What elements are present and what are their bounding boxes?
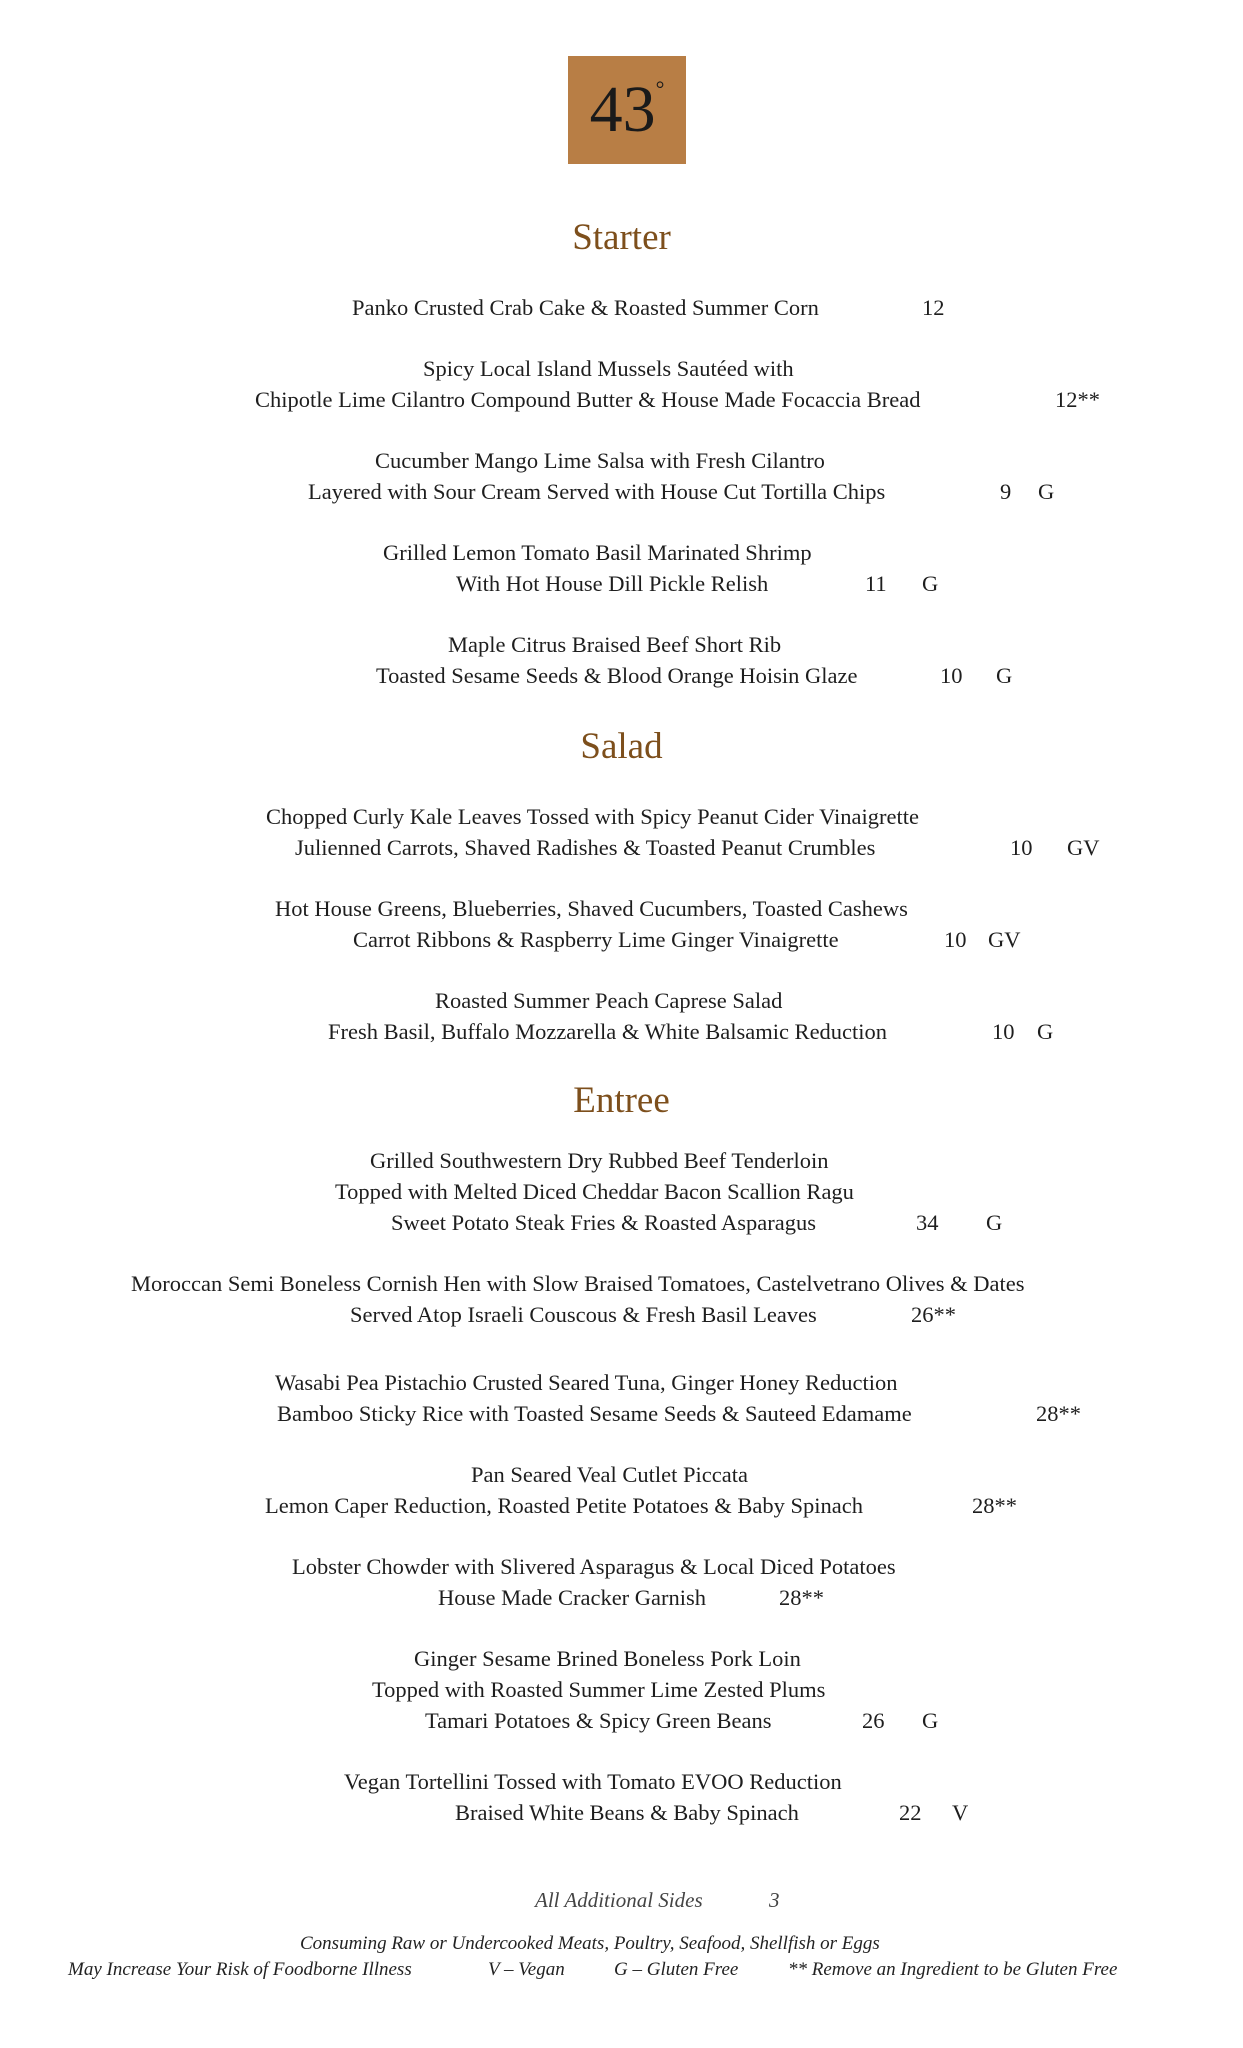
menu-item-line: Julienned Carrots, Shaved Radishes & Toasted Peanut Crumbles: [295, 835, 876, 860]
menu-item-price: 9: [1000, 479, 1012, 504]
menu-item-line: Served Atop Israeli Couscous & Fresh Basil Leaves: [350, 1302, 817, 1327]
menu-item-line: Tamari Potatoes & Spicy Green Beans: [425, 1708, 772, 1733]
section-title-salad: Salad: [580, 726, 663, 767]
menu-item-price: 10: [1010, 835, 1033, 860]
footer-legend-remove-ingredient: ** Remove an Ingredient to be Gluten Free: [788, 1959, 1118, 1980]
menu-item-line: Toasted Sesame Seeds & Blood Orange Hoisin Glaze: [376, 663, 858, 688]
menu-item-line: Bamboo Sticky Rice with Toasted Sesame Seeds & Sauteed Edamame: [277, 1401, 912, 1426]
additional-sides-label: All Additional Sides: [535, 1888, 703, 1912]
menu-item-line: Chopped Curly Kale Leaves Tossed with Spicy Peanut Cider Vinaigrette: [266, 804, 919, 829]
menu-item-line: Maple Citrus Braised Beef Short Rib: [448, 632, 782, 657]
menu-item-price: 10: [992, 1019, 1015, 1044]
menu-item-line: Roasted Summer Peach Caprese Salad: [435, 988, 783, 1013]
section-title-starter: Starter: [572, 217, 671, 258]
menu-item-price: 28**: [779, 1585, 824, 1610]
menu-item-price: 12**: [1055, 387, 1100, 412]
menu-item-line: Hot House Greens, Blueberries, Shaved Cucumbers, Toasted Cashews: [275, 896, 908, 921]
menu-item-diet-tag: G: [986, 1210, 1003, 1235]
menu-item-diet-tag: GV: [988, 927, 1021, 952]
footer-legend-gluten-free: G – Gluten Free: [614, 1959, 739, 1980]
menu-item-line: Pan Seared Veal Cutlet Piccata: [471, 1462, 748, 1487]
menu-item-line: Sweet Potato Steak Fries & Roasted Asparagus: [391, 1210, 816, 1235]
menu-item-line: Ginger Sesame Brined Boneless Pork Loin: [414, 1646, 801, 1671]
menu-item-price: 28**: [1036, 1401, 1081, 1426]
additional-sides-price: 3: [769, 1888, 780, 1912]
menu-item-diet-tag: G: [996, 663, 1013, 688]
menu-item-line: Lobster Chowder with Slivered Asparagus & Local Diced Potatoes: [292, 1554, 896, 1579]
footer-legend-vegan: V – Vegan: [488, 1959, 565, 1980]
menu-item-line: Carrot Ribbons & Raspberry Lime Ginger Vinaigrette: [353, 927, 839, 952]
menu-item-line: Braised White Beans & Baby Spinach: [455, 1800, 799, 1825]
menu-item-diet-tag: G: [922, 1708, 939, 1733]
menu-item-line: Cucumber Mango Lime Salsa with Fresh Cilantro: [375, 448, 825, 473]
section-title-entree: Entree: [573, 1080, 670, 1121]
menu-item-line: Chipotle Lime Cilantro Compound Butter & House Made Focaccia Bread: [255, 387, 921, 412]
menu-item-line: Topped with Melted Diced Cheddar Bacon Scallion Ragu: [335, 1179, 854, 1204]
menu-item-price: 10: [944, 927, 967, 952]
menu-item-price: 28**: [972, 1493, 1017, 1518]
menu-item-price: 34: [916, 1210, 939, 1235]
menu-item-price: 26**: [911, 1302, 956, 1327]
logo-number: 43: [589, 73, 656, 146]
menu-item-line: Lemon Caper Reduction, Roasted Petite Potatoes & Baby Spinach: [265, 1493, 864, 1518]
menu-item-price: 26: [862, 1708, 885, 1733]
restaurant-logo: [568, 56, 686, 164]
menu-item-price: 12: [922, 295, 945, 320]
menu-item-diet-tag: V: [952, 1800, 969, 1825]
menu-item-price: 11: [865, 571, 887, 596]
menu-item-line: With Hot House Dill Pickle Relish: [456, 571, 769, 596]
logo-degree: °: [655, 76, 665, 101]
footer-warning: May Increase Your Risk of Foodborne Illness: [68, 1959, 412, 1980]
footer-advisory-line: Consuming Raw or Undercooked Meats, Poultry, Seafood, Shellfish or Eggs: [300, 1933, 880, 1954]
menu-item-line: Wasabi Pea Pistachio Crusted Seared Tuna, Ginger Honey Reduction: [275, 1370, 898, 1395]
menu-item-diet-tag: G: [1037, 1019, 1054, 1044]
menu-item-diet-tag: GV: [1067, 835, 1100, 860]
menu-item-line: Fresh Basil, Buffalo Mozzarella & White Balsamic Reduction: [328, 1019, 888, 1044]
menu-item-line: Grilled Southwestern Dry Rubbed Beef Tenderloin: [370, 1148, 829, 1173]
menu-item-diet-tag: G: [922, 571, 939, 596]
menu-item-diet-tag: G: [1038, 479, 1055, 504]
menu-item-price: 22: [899, 1800, 922, 1825]
menu-item-line: House Made Cracker Garnish: [438, 1585, 707, 1610]
menu-item-line: Panko Crusted Crab Cake & Roasted Summer Corn: [352, 295, 819, 320]
menu-item-line: Topped with Roasted Summer Lime Zested Plums: [372, 1677, 826, 1702]
menu-item-line: Layered with Sour Cream Served with House Cut Tortilla Chips: [308, 479, 886, 504]
menu-item-line: Spicy Local Island Mussels Sautéed with: [423, 356, 794, 381]
menu-item-line: Moroccan Semi Boneless Cornish Hen with Slow Braised Tomatoes, Castelvetrano Olives & Dates: [131, 1271, 1025, 1296]
menu-item-line: Grilled Lemon Tomato Basil Marinated Shrimp: [383, 540, 812, 565]
menu-item-price: 10: [940, 663, 963, 688]
menu-item-line: Vegan Tortellini Tossed with Tomato EVOO Reduction: [344, 1769, 842, 1794]
